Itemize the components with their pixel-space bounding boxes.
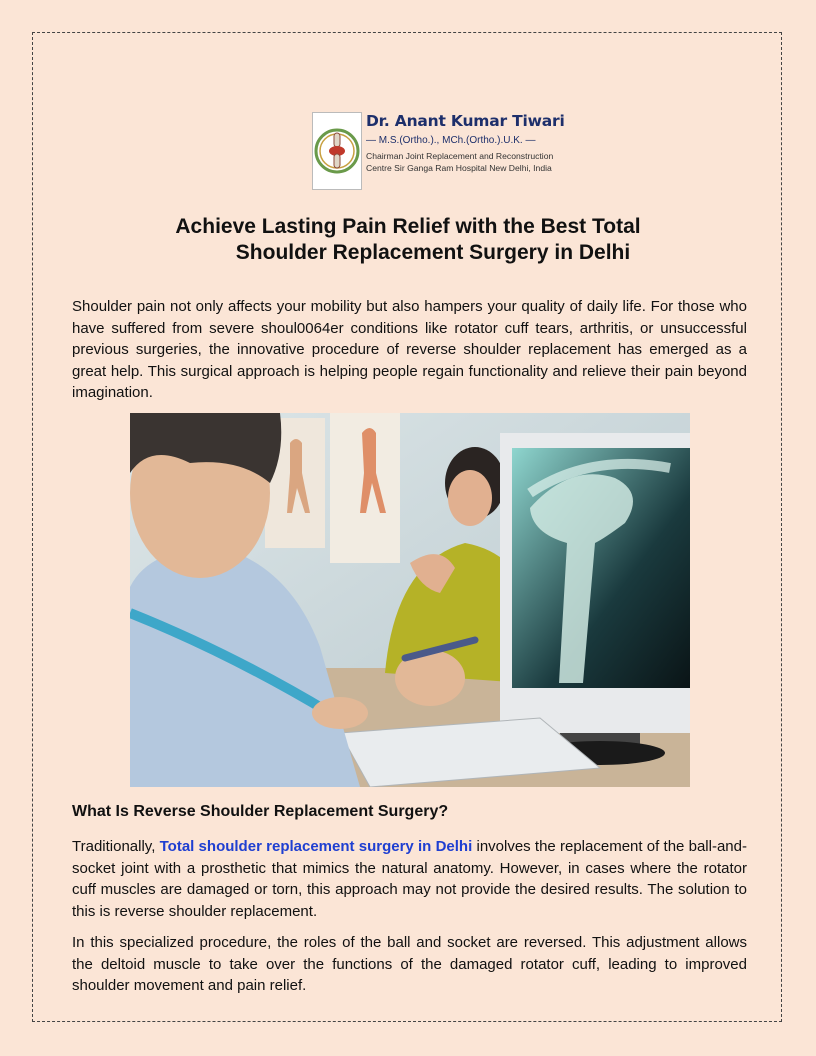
paragraph-3: In this specialized procedure, the roles of the ball and socket are reversed. This adjustment allows the deltoid muscle to take over the functions of the damaged rotator cuff, leading to improved shoulder movement and pain relief. <box>72 934 747 994</box>
title-line-2: Shoulder Replacement Surgery in Delhi <box>235 241 631 264</box>
logo-name: Dr. Anant Kumar Tiwari <box>366 112 565 130</box>
page-title <box>100 214 716 266</box>
paragraph-2-text-before: Traditionally, <box>72 838 160 855</box>
doctor-xray-photo <box>130 413 690 787</box>
logo-emblem <box>312 112 362 190</box>
logo-qualifications: — M.S.(Ortho.)., MCh.(Ortho.).U.K. — <box>366 135 536 146</box>
paragraph-2-text-after: involves the replacement of the ball-and-socket joint with a prosthetic that mimics the natural anatomy. However, in cases where the rotator cuff muscles are damaged or torn, this approach may not provide the desired results. The solution to this is reverse shoulder replacement. <box>72 838 747 920</box>
logo-line-1: Chairman Joint Replacement and Reconstruction <box>366 151 554 161</box>
logo-line-2: Centre Sir Ganga Ram Hospital New Delhi, India <box>366 163 552 173</box>
section-heading: What Is Reverse Shoulder Replacement Surgery? <box>72 803 449 820</box>
clinic-logo <box>312 110 565 192</box>
intro-paragraph: Shoulder pain not only affects your mobility but also hampers your quality of daily life. For those who have suffered from severe shoul0064er conditions like rotator cuff tears, arthritis, or unsuccessful previous surgeries, the innovative procedure of reverse shoulder replacement has emerged as a great help. This surgical approach is helping people regain functionality and relieve their pain beyond imagination. <box>72 298 747 401</box>
total-shoulder-replacement-link[interactable]: Total shoulder replacement surgery in Delhi <box>159 838 473 855</box>
title-line-1: Achieve Lasting Pain Relief with the Best Total <box>175 215 641 238</box>
paragraph-2 <box>72 836 747 922</box>
